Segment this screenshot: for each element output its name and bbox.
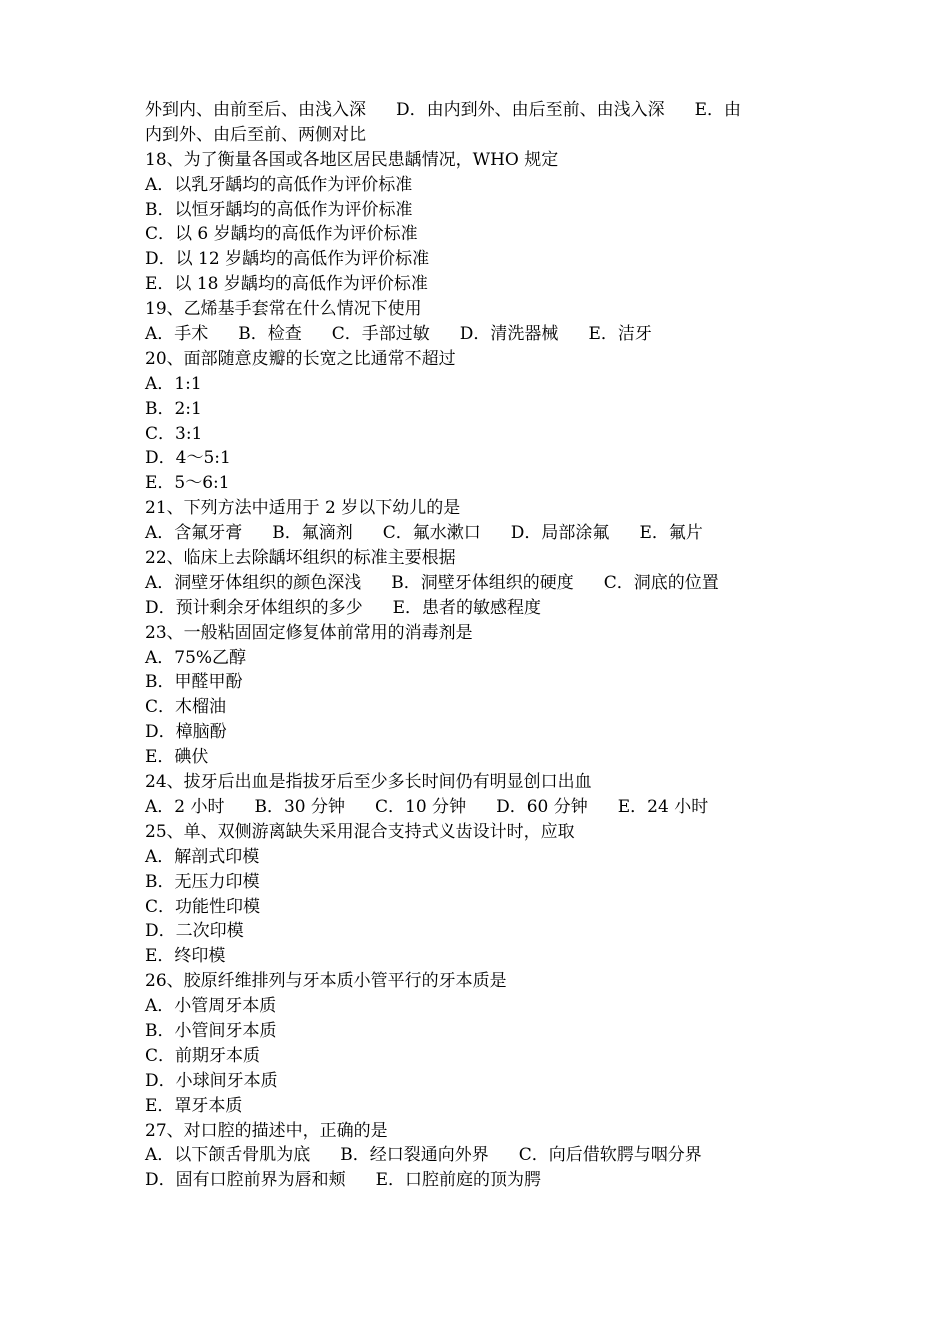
line-text: 26、胶原纤维排列与牙本质小管平行的牙本质是	[145, 971, 507, 992]
option-text: D．由内到外、由后至前、由浅入深	[396, 100, 665, 120]
option-text: 外到内、由前至后、由浅入深	[145, 100, 366, 120]
option-text: E．24 小时	[617, 796, 709, 817]
line-text: D．樟脑酚	[145, 722, 227, 743]
option-text: C．10 分钟	[375, 796, 467, 817]
line-text: 24、拔牙后出血是指拔牙后至少多长时间仍有明显创口出血	[145, 772, 592, 793]
text-line	[145, 173, 815, 198]
line-text: C．功能性印模	[145, 896, 261, 917]
text-line	[145, 596, 815, 621]
text-line	[145, 272, 815, 297]
text-line	[145, 870, 815, 895]
text-line	[145, 322, 815, 347]
line-text: D．二次印模	[145, 921, 244, 942]
line-text: 23、一般粘固固定修复体前常用的消毒剂是	[145, 622, 473, 643]
line-text: A．1:1	[145, 373, 202, 394]
option-text: E．氟片	[639, 523, 703, 544]
line-text: A．以乳牙龋均的高低作为评价标准	[145, 174, 413, 195]
text-line	[145, 372, 815, 397]
text-line	[145, 148, 815, 173]
line-text: 22、临床上去除龋坏组织的标准主要根据	[145, 548, 456, 569]
line-text: D．小球间牙本质	[145, 1070, 278, 1091]
option-text: C．手部过敏	[331, 324, 430, 345]
text-line	[145, 795, 815, 820]
option-text: D．局部涂氟	[510, 523, 610, 544]
line-text: 内到外、由后至前、两侧对比	[145, 124, 366, 145]
option-text: B．经口裂通向外界	[340, 1145, 489, 1166]
option-text: A．以下颌舌骨肌为底	[145, 1145, 311, 1166]
line-text: E．碘伏	[145, 747, 209, 768]
text-line	[145, 471, 815, 496]
text-line	[145, 969, 815, 994]
text-line	[145, 994, 815, 1019]
line-text: A．75%乙醇	[145, 647, 247, 668]
option-text: E．患者的敏感程度	[392, 597, 542, 618]
line-text: 20、面部随意皮瓣的长宽之比通常不超过	[145, 348, 456, 369]
text-line	[145, 496, 815, 521]
line-text: B．以恒牙龋均的高低作为评价标准	[145, 199, 413, 220]
line-text: A．解剖式印模	[145, 846, 260, 867]
line-text: B．2:1	[145, 398, 202, 419]
text-line	[145, 745, 815, 770]
option-text: C．向后借软腭与咽分界	[518, 1145, 702, 1166]
line-text: C．木榴油	[145, 697, 227, 718]
option-text: A．2 小时	[145, 796, 225, 817]
line-text: C．前期牙本质	[145, 1045, 261, 1066]
text-line	[145, 770, 815, 795]
line-text: B．甲醛甲酚	[145, 672, 243, 693]
option-text: B．检查	[238, 324, 302, 345]
option-text: E．口腔前庭的顶为腭	[375, 1170, 542, 1191]
line-text: C．3:1	[145, 423, 203, 444]
option-text: A．洞壁牙体组织的颜色深浅	[145, 572, 362, 593]
line-text: B．小管间牙本质	[145, 1020, 277, 1041]
question-list	[145, 98, 815, 1193]
line-text: 27、对口腔的描述中，正确的是	[145, 1120, 388, 1141]
text-line	[145, 397, 815, 422]
text-line	[145, 1069, 815, 1094]
text-line	[145, 820, 815, 845]
line-text: D．以 12 岁龋均的高低作为评价标准	[145, 249, 430, 270]
line-text: 18、为了衡量各国或各地区居民患龋情况，WHO 规定	[145, 149, 559, 170]
option-text: B．30 分钟	[254, 796, 346, 817]
text-line	[145, 123, 815, 148]
option-text: C．洞底的位置	[603, 572, 719, 593]
text-line	[145, 521, 815, 546]
text-line	[145, 895, 815, 920]
option-text: B．洞壁牙体组织的硬度	[391, 572, 574, 593]
option-text: A．含氟牙膏	[145, 523, 243, 544]
text-line	[145, 695, 815, 720]
text-line	[145, 1044, 815, 1069]
line-text: E．以 18 岁龋均的高低作为评价标准	[145, 274, 428, 295]
line-text: 21、下列方法中适用于 2 岁以下幼儿的是	[145, 498, 461, 519]
text-line	[145, 646, 815, 671]
text-line	[145, 845, 815, 870]
line-text: 25、单、双侧游离缺失采用混合支持式义齿设计时，应取	[145, 821, 575, 842]
text-line	[145, 546, 815, 571]
line-text: B．无压力印模	[145, 871, 260, 892]
text-line	[145, 720, 815, 745]
text-line	[145, 1094, 815, 1119]
option-text: E．由	[694, 100, 742, 120]
text-line	[145, 1019, 815, 1044]
line-text: D．4～5:1	[145, 448, 231, 469]
line-text: 19、乙烯基手套常在什么情况下使用	[145, 299, 422, 320]
line-text: E．终印模	[145, 946, 226, 967]
text-line	[145, 670, 815, 695]
text-line	[145, 446, 815, 471]
text-line	[145, 621, 815, 646]
line-text: C．以 6 岁龋均的高低作为评价标准	[145, 224, 418, 245]
line-text: E．5～6:1	[145, 473, 230, 494]
option-text: B．氟滴剂	[272, 523, 353, 544]
option-text: E．洁牙	[588, 324, 652, 345]
text-line	[145, 422, 815, 447]
option-text: D．预计剩余牙体组织的多少	[145, 597, 363, 618]
text-line	[145, 247, 815, 272]
option-text: A．手术	[145, 324, 209, 345]
text-line	[145, 297, 815, 322]
text-line	[145, 1143, 815, 1168]
text-line	[145, 98, 815, 123]
text-line	[145, 347, 815, 372]
line-text: E．罩牙本质	[145, 1095, 243, 1116]
text-line	[145, 222, 815, 247]
text-line	[145, 944, 815, 969]
option-text: C．氟水漱口	[382, 523, 481, 544]
text-line	[145, 1119, 815, 1144]
text-line	[145, 198, 815, 223]
text-line	[145, 1168, 815, 1193]
text-line	[145, 919, 815, 944]
option-text: D．清洗器械	[459, 324, 559, 345]
option-text: D．固有口腔前界为唇和颊	[145, 1170, 346, 1191]
option-text: D．60 分钟	[496, 796, 588, 817]
text-line	[145, 571, 815, 596]
line-text: A．小管周牙本质	[145, 996, 277, 1017]
